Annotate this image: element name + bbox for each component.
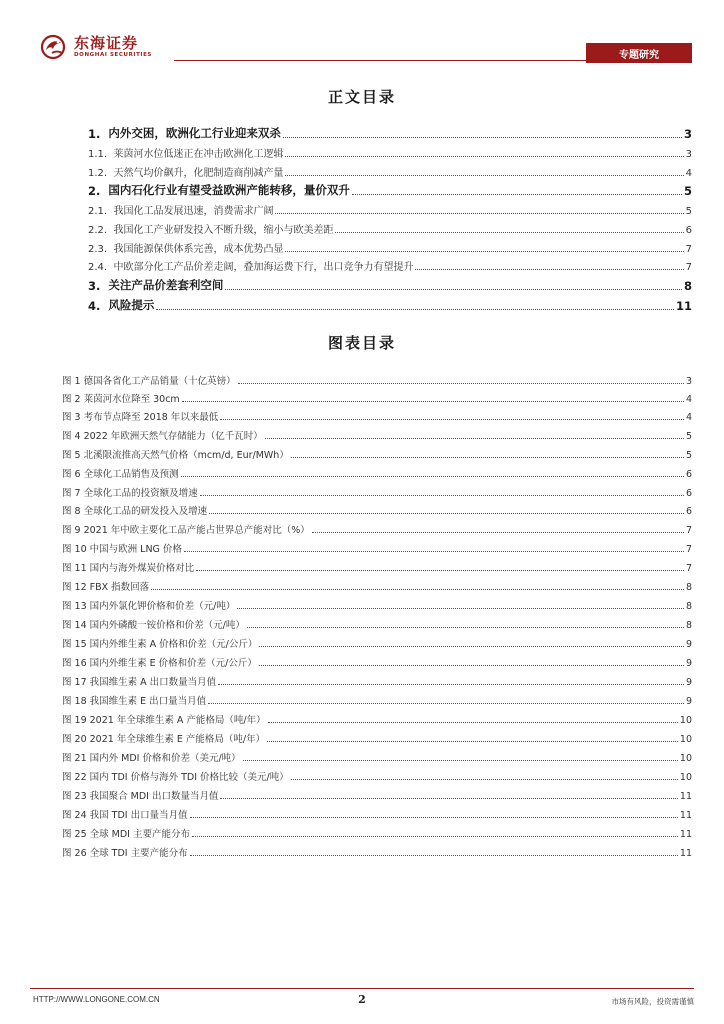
figure-item[interactable] bbox=[62, 428, 692, 442]
toc-item-text: 我国化工品发展迅速，消费需求广阔 bbox=[113, 206, 274, 217]
toc-item-number: 4. bbox=[88, 299, 101, 313]
dot-leader bbox=[237, 607, 684, 609]
figure-item[interactable] bbox=[62, 485, 692, 499]
figure-item-text: 图 13 国内外氯化钾价格和价差（元/吨） bbox=[62, 601, 236, 612]
toc-item[interactable] bbox=[88, 164, 692, 179]
toc-item-text: 内外交困，欧洲化工行业迎来双杀 bbox=[108, 126, 281, 140]
figure-item-text: 图 15 国内外维生素 A 价格和价差（元/公斤） bbox=[62, 639, 258, 650]
figure-item[interactable] bbox=[62, 655, 692, 669]
figure-item-page: 10 bbox=[679, 734, 692, 745]
dot-leader bbox=[218, 683, 684, 685]
figure-item[interactable] bbox=[62, 409, 692, 423]
toc-item-number: 1. bbox=[88, 127, 101, 141]
figure-item-page: 11 bbox=[679, 810, 692, 821]
dot-leader bbox=[247, 626, 684, 628]
toc-item-page: 11 bbox=[675, 299, 692, 313]
dot-leader bbox=[268, 721, 678, 723]
figure-item-text: 图 20 2021 年全球维生素 E 产能格局（吨/年） bbox=[62, 734, 266, 745]
dot-leader bbox=[243, 759, 678, 761]
figure-item-text: 图 22 国内 TDI 价格与海外 TDI 价格比较（美元/吨） bbox=[62, 772, 289, 783]
toc-item-number: 2.4. bbox=[88, 262, 108, 273]
figure-item-page: 3 bbox=[685, 376, 692, 387]
dot-leader bbox=[200, 494, 684, 496]
company-logo bbox=[38, 33, 152, 61]
toc-item-text: 莱茵河水位低迷正在冲击欧洲化工逻辑 bbox=[113, 149, 284, 160]
toc-item-page: 5 bbox=[685, 206, 692, 217]
toc-item-page: 7 bbox=[685, 262, 692, 273]
figure-item-text: 图 23 我国聚合 MDI 出口数量当月值 bbox=[62, 791, 219, 802]
dot-leader bbox=[181, 475, 684, 477]
toc-item[interactable] bbox=[88, 125, 692, 141]
figure-item-text: 图 24 我国 TDI 出口量当月值 bbox=[62, 810, 188, 821]
footer-website-link[interactable]: HTTP://WWW.LONGONE.COM.CN bbox=[33, 995, 160, 1004]
dot-leader bbox=[312, 531, 684, 533]
figure-item-page: 8 bbox=[685, 620, 692, 631]
figure-item-text: 图 4 2022 年欧洲天然气存储能力（亿千瓦时） bbox=[62, 431, 263, 442]
figure-item-page: 11 bbox=[679, 848, 692, 859]
dot-leader bbox=[283, 136, 682, 138]
figure-item-page: 7 bbox=[685, 525, 692, 536]
toc-item-page: 8 bbox=[683, 279, 692, 293]
toc-item-text: 关注产品价差套利空间 bbox=[108, 278, 224, 292]
figure-item-page: 9 bbox=[685, 639, 692, 650]
figure-item[interactable] bbox=[62, 636, 692, 650]
figure-item[interactable] bbox=[62, 674, 692, 688]
figure-item-page: 6 bbox=[685, 506, 692, 517]
dot-leader bbox=[220, 418, 684, 420]
figure-item-page: 6 bbox=[685, 469, 692, 480]
toc-item-page: 3 bbox=[685, 149, 692, 160]
toc-item-text: 天然气均价飙升，化肥制造商削减产量 bbox=[113, 168, 284, 179]
dot-leader bbox=[196, 569, 684, 571]
figure-item[interactable] bbox=[62, 579, 692, 593]
dot-leader bbox=[151, 588, 684, 590]
toc-item[interactable] bbox=[88, 277, 692, 293]
toc-item-page: 5 bbox=[683, 184, 692, 198]
toc-item-number: 3. bbox=[88, 279, 101, 293]
figure-item[interactable] bbox=[62, 731, 692, 745]
header-divider bbox=[174, 60, 586, 61]
figure-item[interactable] bbox=[62, 788, 692, 802]
figure-item-text: 图 8 全球化工品的研发投入及增速 bbox=[62, 506, 208, 517]
figure-item[interactable] bbox=[62, 845, 692, 859]
figure-item-page: 5 bbox=[685, 431, 692, 442]
dot-leader bbox=[192, 835, 678, 837]
figure-item-text: 图 19 2021 年全球维生素 A 产能格局（吨/年） bbox=[62, 715, 266, 726]
figure-item[interactable] bbox=[62, 807, 692, 821]
toc-item-text: 我国化工产业研发投入不断升级，缩小与欧美差距 bbox=[113, 225, 334, 236]
figure-item-page: 11 bbox=[679, 791, 692, 802]
figure-item-page: 4 bbox=[685, 412, 692, 423]
toc-item[interactable] bbox=[88, 258, 692, 273]
figure-item-text: 图 6 全球化工品销售及预测 bbox=[62, 469, 179, 480]
dot-leader bbox=[285, 174, 683, 176]
dot-leader bbox=[285, 250, 683, 252]
figure-item-page: 8 bbox=[685, 582, 692, 593]
dot-leader bbox=[208, 702, 684, 704]
figure-item[interactable] bbox=[62, 447, 692, 461]
figure-item-text: 图 1 德国各省化工产品销量（十亿英镑） bbox=[62, 376, 236, 387]
dot-leader bbox=[156, 308, 674, 310]
toc-item[interactable] bbox=[88, 297, 692, 313]
figure-item-text: 图 11 国内与海外煤炭价格对比 bbox=[62, 563, 195, 574]
risk-disclaimer: 市场有风险，投资需谨慎 bbox=[611, 997, 694, 1006]
dot-leader bbox=[259, 645, 684, 647]
figure-item-text: 图 17 我国维生素 A 出口数量当月值 bbox=[62, 677, 217, 688]
figure-item[interactable] bbox=[62, 617, 692, 631]
figure-item-page: 10 bbox=[679, 753, 692, 764]
figure-item-page: 9 bbox=[685, 677, 692, 688]
toc-item-number: 1.2. bbox=[88, 168, 108, 179]
figure-item-page: 7 bbox=[685, 544, 692, 555]
figure-item-text: 图 9 2021 年中欧主要化工品产能占世界总产能对比（%） bbox=[62, 525, 310, 536]
dot-leader bbox=[190, 854, 678, 856]
figures-title: 图表目录 bbox=[327, 334, 396, 352]
figure-item-page: 9 bbox=[685, 658, 692, 669]
figure-item[interactable] bbox=[62, 541, 692, 555]
figure-item-page: 6 bbox=[685, 488, 692, 499]
figure-item[interactable] bbox=[62, 466, 692, 480]
report-type-badge: 专题研究 bbox=[586, 43, 692, 63]
figure-item-page: 11 bbox=[679, 829, 692, 840]
figure-item[interactable] bbox=[62, 712, 692, 726]
page-header bbox=[0, 0, 724, 70]
figure-item-page: 10 bbox=[679, 772, 692, 783]
toc-item[interactable] bbox=[88, 221, 692, 236]
dot-leader bbox=[352, 193, 682, 195]
figure-item[interactable] bbox=[62, 769, 692, 783]
figure-item-text: 图 18 我国维生素 E 出口量当月值 bbox=[62, 696, 207, 707]
toc-item[interactable] bbox=[88, 145, 692, 160]
toc-item[interactable] bbox=[88, 182, 692, 198]
figure-item-text: 图 3 考布节点降至 2018 年以来最低 bbox=[62, 412, 219, 423]
figure-item[interactable] bbox=[62, 693, 692, 707]
figure-item-text: 图 7 全球化工品的投资额及增速 bbox=[62, 488, 198, 499]
figure-item-text: 图 5 北溪限流推高天然气价格（mcm/d, Eur/MWh） bbox=[62, 450, 289, 461]
figure-item[interactable] bbox=[62, 373, 692, 387]
footer-divider bbox=[30, 988, 694, 989]
dot-leader bbox=[209, 512, 684, 514]
toc-item-text: 风险提示 bbox=[108, 298, 155, 312]
figure-item[interactable] bbox=[62, 826, 692, 840]
figure-item-text: 图 16 国内外维生素 E 价格和价差（元/公斤） bbox=[62, 658, 257, 669]
dot-leader bbox=[182, 400, 684, 402]
figure-item-page: 9 bbox=[685, 696, 692, 707]
figure-item-text: 图 12 FBX 指数回落 bbox=[62, 582, 150, 593]
dot-leader bbox=[291, 778, 678, 780]
toc-item-text: 我国能源保供体系完善，成本优势凸显 bbox=[113, 244, 284, 255]
page-number: 2 bbox=[358, 993, 366, 1006]
figure-item[interactable] bbox=[62, 750, 692, 764]
dot-leader bbox=[225, 288, 682, 290]
toc-item-text: 中欧部分化工产品价差走阔，叠加海运费下行，出口竞争力有望提升 bbox=[113, 262, 414, 273]
dot-leader bbox=[190, 816, 678, 818]
figure-item-page: 5 bbox=[685, 450, 692, 461]
dot-leader bbox=[184, 550, 684, 552]
toc-item-number: 2. bbox=[88, 184, 101, 198]
dragon-logo-icon bbox=[38, 33, 68, 61]
dot-leader bbox=[335, 231, 683, 233]
figure-item-text: 图 14 国内外磷酸一铵价格和价差（元/吨） bbox=[62, 620, 245, 631]
dot-leader bbox=[265, 437, 684, 439]
toc-item-page: 4 bbox=[685, 168, 692, 179]
toc-item[interactable] bbox=[88, 240, 692, 255]
toc-item-page: 3 bbox=[683, 127, 692, 141]
figure-item-text: 图 10 中国与欧洲 LNG 价格 bbox=[62, 544, 182, 555]
figure-item-text: 图 25 全球 MDI 主要产能分布 bbox=[62, 829, 190, 840]
figure-item-text: 图 21 国内外 MDI 价格和价差（美元/吨） bbox=[62, 753, 241, 764]
logo-chinese-name: 东海证券 bbox=[74, 33, 139, 52]
figure-item[interactable] bbox=[62, 522, 692, 536]
figure-item-text: 图 26 全球 TDI 主要产能分布 bbox=[62, 848, 188, 859]
toc-item-page: 7 bbox=[685, 244, 692, 255]
figure-item[interactable] bbox=[62, 391, 692, 405]
toc-item[interactable] bbox=[88, 202, 692, 217]
figure-item-page: 10 bbox=[679, 715, 692, 726]
dot-leader bbox=[267, 740, 678, 742]
toc-item-number: 2.3. bbox=[88, 244, 108, 255]
dot-leader bbox=[220, 797, 677, 799]
figure-item[interactable] bbox=[62, 560, 692, 574]
toc-item-number: 2.2. bbox=[88, 225, 108, 236]
figure-item-page: 7 bbox=[685, 563, 692, 574]
toc-item-text: 国内石化行业有望受益欧洲产能转移，量价双升 bbox=[108, 183, 350, 197]
dot-leader bbox=[259, 664, 684, 666]
toc-title: 正文目录 bbox=[327, 88, 396, 106]
figure-item-text: 图 2 莱茵河水位降至 30cm bbox=[62, 394, 180, 405]
dot-leader bbox=[275, 212, 683, 214]
toc-item-number: 1.1. bbox=[88, 149, 108, 160]
toc-item-page: 6 bbox=[685, 225, 692, 236]
figure-item[interactable] bbox=[62, 598, 692, 612]
figure-item-page: 4 bbox=[685, 394, 692, 405]
toc-item-number: 2.1. bbox=[88, 206, 108, 217]
logo-english-name: DONGHAI SECURITIES bbox=[74, 51, 152, 58]
dot-leader bbox=[291, 456, 684, 458]
figure-item-page: 8 bbox=[685, 601, 692, 612]
dot-leader bbox=[415, 268, 683, 270]
dot-leader bbox=[285, 155, 683, 157]
figure-item[interactable] bbox=[62, 503, 692, 517]
dot-leader bbox=[238, 382, 684, 384]
